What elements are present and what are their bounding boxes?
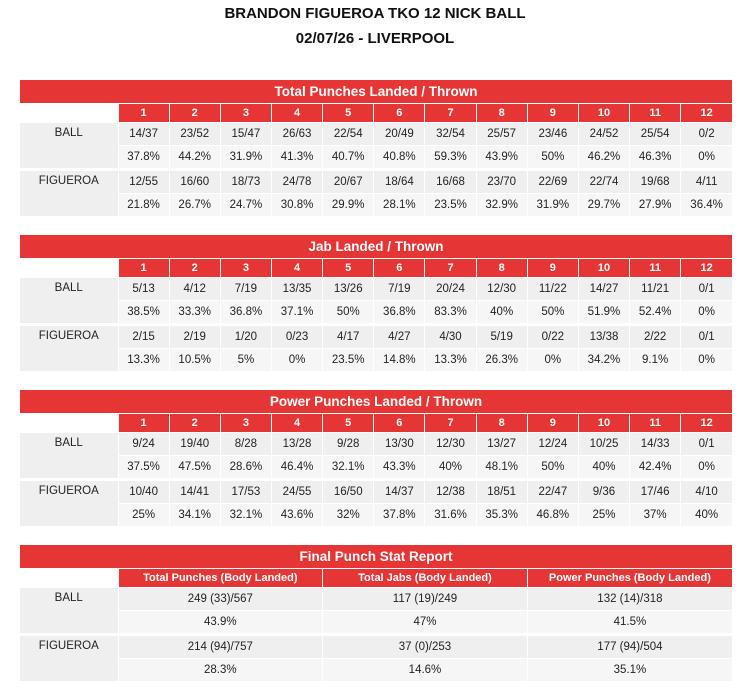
fighter-name: BALL <box>20 123 118 170</box>
percent-cell: 31.9% <box>527 194 578 217</box>
percent-cell: 25% <box>578 504 629 527</box>
percent-cell: 42.4% <box>630 456 681 480</box>
total-punches-header: Total Punches Landed / Thrown <box>20 80 732 104</box>
jabs-table <box>20 235 732 371</box>
percent-cell: 24.7% <box>220 194 271 217</box>
final-report-table <box>20 545 732 681</box>
percent-cell: 0% <box>527 349 578 372</box>
round-header: 2 <box>169 104 220 123</box>
percent-row <box>20 301 732 325</box>
percent-cell: 40.7% <box>323 146 374 170</box>
percent-cell: 34.2% <box>578 349 629 372</box>
round-header: 11 <box>630 104 681 123</box>
final-value-cell: 177 (94)/504 <box>527 635 732 659</box>
percent-row <box>20 349 732 372</box>
fighter-row <box>20 123 732 146</box>
round-header: 8 <box>476 104 527 123</box>
landed-thrown-cell: 0/1 <box>681 325 732 349</box>
percent-cell: 37.1% <box>271 301 322 325</box>
page-subtitle: 02/07/26 - LIVERPOOL <box>295 30 455 47</box>
percent-cell: 0% <box>681 456 732 480</box>
fighter-name: FIGUEROA <box>20 635 118 682</box>
round-header: 4 <box>271 259 322 278</box>
round-header: 11 <box>630 414 681 433</box>
percent-cell: 21.8% <box>118 194 169 217</box>
final-report-header: Final Punch Stat Report <box>20 545 732 569</box>
percent-cell: 37.8% <box>374 504 425 527</box>
round-header: 2 <box>169 414 220 433</box>
fighter-name: BALL <box>20 433 118 480</box>
fighter-row <box>20 433 732 456</box>
final-value-cell: 214 (94)/757 <box>118 635 323 659</box>
percent-cell: 48.1% <box>476 456 527 480</box>
jabs-header: Jab Landed / Thrown <box>20 235 732 259</box>
round-header: 1 <box>118 104 169 123</box>
percent-row <box>20 456 732 480</box>
landed-thrown-cell: 24/55 <box>271 480 322 504</box>
percent-cell: 35.1% <box>527 659 732 682</box>
percent-cell: 46.2% <box>578 146 629 170</box>
landed-thrown-cell: 14/41 <box>169 480 220 504</box>
landed-thrown-cell: 12/24 <box>527 433 578 456</box>
percent-cell: 0% <box>681 349 732 372</box>
round-header: 2 <box>169 259 220 278</box>
round-header: 6 <box>374 104 425 123</box>
percent-cell: 43.3% <box>374 456 425 480</box>
percent-cell: 28.6% <box>220 456 271 480</box>
percent-cell: 40% <box>425 456 476 480</box>
landed-thrown-cell: 2/22 <box>630 325 681 349</box>
landed-thrown-cell: 13/28 <box>271 433 322 456</box>
landed-thrown-cell: 22/74 <box>578 170 629 194</box>
percent-cell: 52.4% <box>630 301 681 325</box>
percent-cell: 40% <box>578 456 629 480</box>
fighter-row <box>20 635 732 659</box>
page-title: BRANDON FIGUEROA TKO 12 NICK BALL <box>224 5 526 22</box>
round-header: 3 <box>220 259 271 278</box>
landed-thrown-cell: 4/17 <box>323 325 374 349</box>
round-header: 5 <box>323 414 374 433</box>
landed-thrown-cell: 14/37 <box>374 480 425 504</box>
percent-cell: 47% <box>323 611 528 635</box>
percent-cell: 26.3% <box>476 349 527 372</box>
landed-thrown-cell: 13/35 <box>271 278 322 301</box>
percent-cell: 46.8% <box>527 504 578 527</box>
percent-cell: 46.3% <box>630 146 681 170</box>
round-header: 5 <box>323 259 374 278</box>
landed-thrown-cell: 20/49 <box>374 123 425 146</box>
blank-cell <box>20 569 118 588</box>
fighter-row <box>20 278 732 301</box>
landed-thrown-cell: 16/50 <box>323 480 374 504</box>
landed-thrown-cell: 12/55 <box>118 170 169 194</box>
percent-cell: 37.5% <box>118 456 169 480</box>
landed-thrown-cell: 25/57 <box>476 123 527 146</box>
percent-cell: 34.1% <box>169 504 220 527</box>
landed-thrown-cell: 14/27 <box>578 278 629 301</box>
percent-cell: 28.1% <box>374 194 425 217</box>
fighter-row <box>20 588 732 611</box>
percent-row <box>20 504 732 527</box>
percent-cell: 23.5% <box>323 349 374 372</box>
landed-thrown-cell: 25/54 <box>630 123 681 146</box>
final-column-header: Power Punches (Body Landed) <box>527 569 732 588</box>
landed-thrown-cell: 4/10 <box>681 480 732 504</box>
round-header: 6 <box>374 259 425 278</box>
fighter-name: FIGUEROA <box>20 480 118 527</box>
landed-thrown-cell: 1/20 <box>220 325 271 349</box>
fighter-row <box>20 325 732 349</box>
percent-cell: 14.8% <box>374 349 425 372</box>
percent-cell: 41.5% <box>527 611 732 635</box>
final-value-cell: 117 (19)/249 <box>323 588 528 611</box>
percent-cell: 29.9% <box>323 194 374 217</box>
percent-cell: 31.6% <box>425 504 476 527</box>
total-punches-table <box>20 80 732 216</box>
final-column-header: Total Punches (Body Landed) <box>118 569 323 588</box>
percent-cell: 30.8% <box>271 194 322 217</box>
percent-cell: 37% <box>630 504 681 527</box>
percent-cell: 28.3% <box>118 659 323 682</box>
landed-thrown-cell: 23/52 <box>169 123 220 146</box>
landed-thrown-cell: 18/64 <box>374 170 425 194</box>
landed-thrown-cell: 7/19 <box>220 278 271 301</box>
landed-thrown-cell: 4/27 <box>374 325 425 349</box>
landed-thrown-cell: 18/51 <box>476 480 527 504</box>
landed-thrown-cell: 19/40 <box>169 433 220 456</box>
percent-cell: 36.4% <box>681 194 732 217</box>
fighter-name: FIGUEROA <box>20 325 118 372</box>
round-header: 12 <box>681 259 732 278</box>
percent-row <box>20 659 732 682</box>
landed-thrown-cell: 0/2 <box>681 123 732 146</box>
landed-thrown-cell: 22/69 <box>527 170 578 194</box>
power-punches-header: Power Punches Landed / Thrown <box>20 390 732 414</box>
round-header: 4 <box>271 414 322 433</box>
landed-thrown-cell: 20/24 <box>425 278 476 301</box>
percent-cell: 44.2% <box>169 146 220 170</box>
landed-thrown-cell: 22/47 <box>527 480 578 504</box>
landed-thrown-cell: 4/30 <box>425 325 476 349</box>
percent-cell: 0% <box>271 349 322 372</box>
percent-cell: 0% <box>681 301 732 325</box>
percent-cell: 83.3% <box>425 301 476 325</box>
percent-cell: 10.5% <box>169 349 220 372</box>
fighter-name: BALL <box>20 278 118 325</box>
percent-cell: 31.9% <box>220 146 271 170</box>
percent-cell: 47.5% <box>169 456 220 480</box>
round-header: 4 <box>271 104 322 123</box>
landed-thrown-cell: 0/1 <box>681 433 732 456</box>
round-header: 1 <box>118 414 169 433</box>
percent-cell: 40.8% <box>374 146 425 170</box>
percent-row <box>20 611 732 635</box>
percent-cell: 43.6% <box>271 504 322 527</box>
percent-cell: 35.3% <box>476 504 527 527</box>
percent-cell: 32.1% <box>323 456 374 480</box>
round-header: 9 <box>527 259 578 278</box>
percent-cell: 26.7% <box>169 194 220 217</box>
landed-thrown-cell: 11/21 <box>630 278 681 301</box>
percent-cell: 46.4% <box>271 456 322 480</box>
final-column-header: Total Jabs (Body Landed) <box>323 569 528 588</box>
percent-cell: 43.9% <box>118 611 323 635</box>
percent-cell: 51.9% <box>578 301 629 325</box>
landed-thrown-cell: 4/12 <box>169 278 220 301</box>
percent-cell: 23.5% <box>425 194 476 217</box>
landed-thrown-cell: 9/24 <box>118 433 169 456</box>
percent-cell: 50% <box>527 146 578 170</box>
percent-cell: 50% <box>527 456 578 480</box>
round-header: 5 <box>323 104 374 123</box>
round-header: 10 <box>578 104 629 123</box>
landed-thrown-cell: 4/11 <box>681 170 732 194</box>
landed-thrown-cell: 14/33 <box>630 433 681 456</box>
percent-cell: 13.3% <box>118 349 169 372</box>
percent-cell: 14.6% <box>323 659 528 682</box>
landed-thrown-cell: 2/19 <box>169 325 220 349</box>
landed-thrown-cell: 13/30 <box>374 433 425 456</box>
percent-cell: 36.8% <box>374 301 425 325</box>
round-header: 9 <box>527 104 578 123</box>
landed-thrown-cell: 0/1 <box>681 278 732 301</box>
landed-thrown-cell: 12/30 <box>476 278 527 301</box>
percent-cell: 5% <box>220 349 271 372</box>
fighter-row <box>20 480 732 504</box>
landed-thrown-cell: 0/23 <box>271 325 322 349</box>
landed-thrown-cell: 16/60 <box>169 170 220 194</box>
landed-thrown-cell: 2/15 <box>118 325 169 349</box>
fighter-name: BALL <box>20 588 118 635</box>
percent-cell: 0% <box>681 146 732 170</box>
percent-cell: 9.1% <box>630 349 681 372</box>
landed-thrown-cell: 17/46 <box>630 480 681 504</box>
percent-cell: 25% <box>118 504 169 527</box>
percent-cell: 32% <box>323 504 374 527</box>
landed-thrown-cell: 32/54 <box>425 123 476 146</box>
landed-thrown-cell: 24/78 <box>271 170 322 194</box>
landed-thrown-cell: 10/40 <box>118 480 169 504</box>
landed-thrown-cell: 16/68 <box>425 170 476 194</box>
percent-cell: 59.3% <box>425 146 476 170</box>
landed-thrown-cell: 14/37 <box>118 123 169 146</box>
landed-thrown-cell: 13/26 <box>323 278 374 301</box>
round-header: 11 <box>630 259 681 278</box>
landed-thrown-cell: 26/63 <box>271 123 322 146</box>
percent-cell: 41.3% <box>271 146 322 170</box>
blank-cell <box>20 414 118 433</box>
fighter-row <box>20 170 732 194</box>
landed-thrown-cell: 13/38 <box>578 325 629 349</box>
round-header: 8 <box>476 414 527 433</box>
landed-thrown-cell: 13/27 <box>476 433 527 456</box>
landed-thrown-cell: 15/47 <box>220 123 271 146</box>
percent-cell: 38.5% <box>118 301 169 325</box>
round-header: 10 <box>578 414 629 433</box>
round-header: 3 <box>220 414 271 433</box>
landed-thrown-cell: 8/28 <box>220 433 271 456</box>
power-punches-table <box>20 390 732 526</box>
landed-thrown-cell: 18/73 <box>220 170 271 194</box>
percent-cell: 50% <box>527 301 578 325</box>
percent-cell: 27.9% <box>630 194 681 217</box>
landed-thrown-cell: 7/19 <box>374 278 425 301</box>
landed-thrown-cell: 23/70 <box>476 170 527 194</box>
percent-cell: 32.9% <box>476 194 527 217</box>
landed-thrown-cell: 9/36 <box>578 480 629 504</box>
percent-cell: 32.1% <box>220 504 271 527</box>
landed-thrown-cell: 9/28 <box>323 433 374 456</box>
percent-cell: 37.8% <box>118 146 169 170</box>
landed-thrown-cell: 12/38 <box>425 480 476 504</box>
landed-thrown-cell: 5/19 <box>476 325 527 349</box>
percent-cell: 43.9% <box>476 146 527 170</box>
landed-thrown-cell: 12/30 <box>425 433 476 456</box>
landed-thrown-cell: 22/54 <box>323 123 374 146</box>
round-header: 8 <box>476 259 527 278</box>
round-header: 3 <box>220 104 271 123</box>
landed-thrown-cell: 24/52 <box>578 123 629 146</box>
round-header: 6 <box>374 414 425 433</box>
percent-row <box>20 194 732 217</box>
round-header: 12 <box>681 104 732 123</box>
percent-row <box>20 146 732 170</box>
round-header: 7 <box>425 414 476 433</box>
blank-cell <box>20 259 118 278</box>
landed-thrown-cell: 23/46 <box>527 123 578 146</box>
landed-thrown-cell: 11/22 <box>527 278 578 301</box>
landed-thrown-cell: 20/67 <box>323 170 374 194</box>
round-header: 7 <box>425 259 476 278</box>
percent-cell: 36.8% <box>220 301 271 325</box>
blank-cell <box>20 104 118 123</box>
landed-thrown-cell: 17/53 <box>220 480 271 504</box>
landed-thrown-cell: 19/68 <box>630 170 681 194</box>
landed-thrown-cell: 0/22 <box>527 325 578 349</box>
fighter-name: FIGUEROA <box>20 170 118 217</box>
round-header: 10 <box>578 259 629 278</box>
percent-cell: 40% <box>681 504 732 527</box>
final-value-cell: 132 (14)/318 <box>527 588 732 611</box>
round-header: 9 <box>527 414 578 433</box>
landed-thrown-cell: 10/25 <box>578 433 629 456</box>
percent-cell: 13.3% <box>425 349 476 372</box>
percent-cell: 29.7% <box>578 194 629 217</box>
round-header: 12 <box>681 414 732 433</box>
round-header: 7 <box>425 104 476 123</box>
percent-cell: 50% <box>323 301 374 325</box>
final-value-cell: 37 (0)/253 <box>323 635 528 659</box>
round-header: 1 <box>118 259 169 278</box>
percent-cell: 33.3% <box>169 301 220 325</box>
landed-thrown-cell: 5/13 <box>118 278 169 301</box>
final-value-cell: 249 (33)/567 <box>118 588 323 611</box>
percent-cell: 40% <box>476 301 527 325</box>
